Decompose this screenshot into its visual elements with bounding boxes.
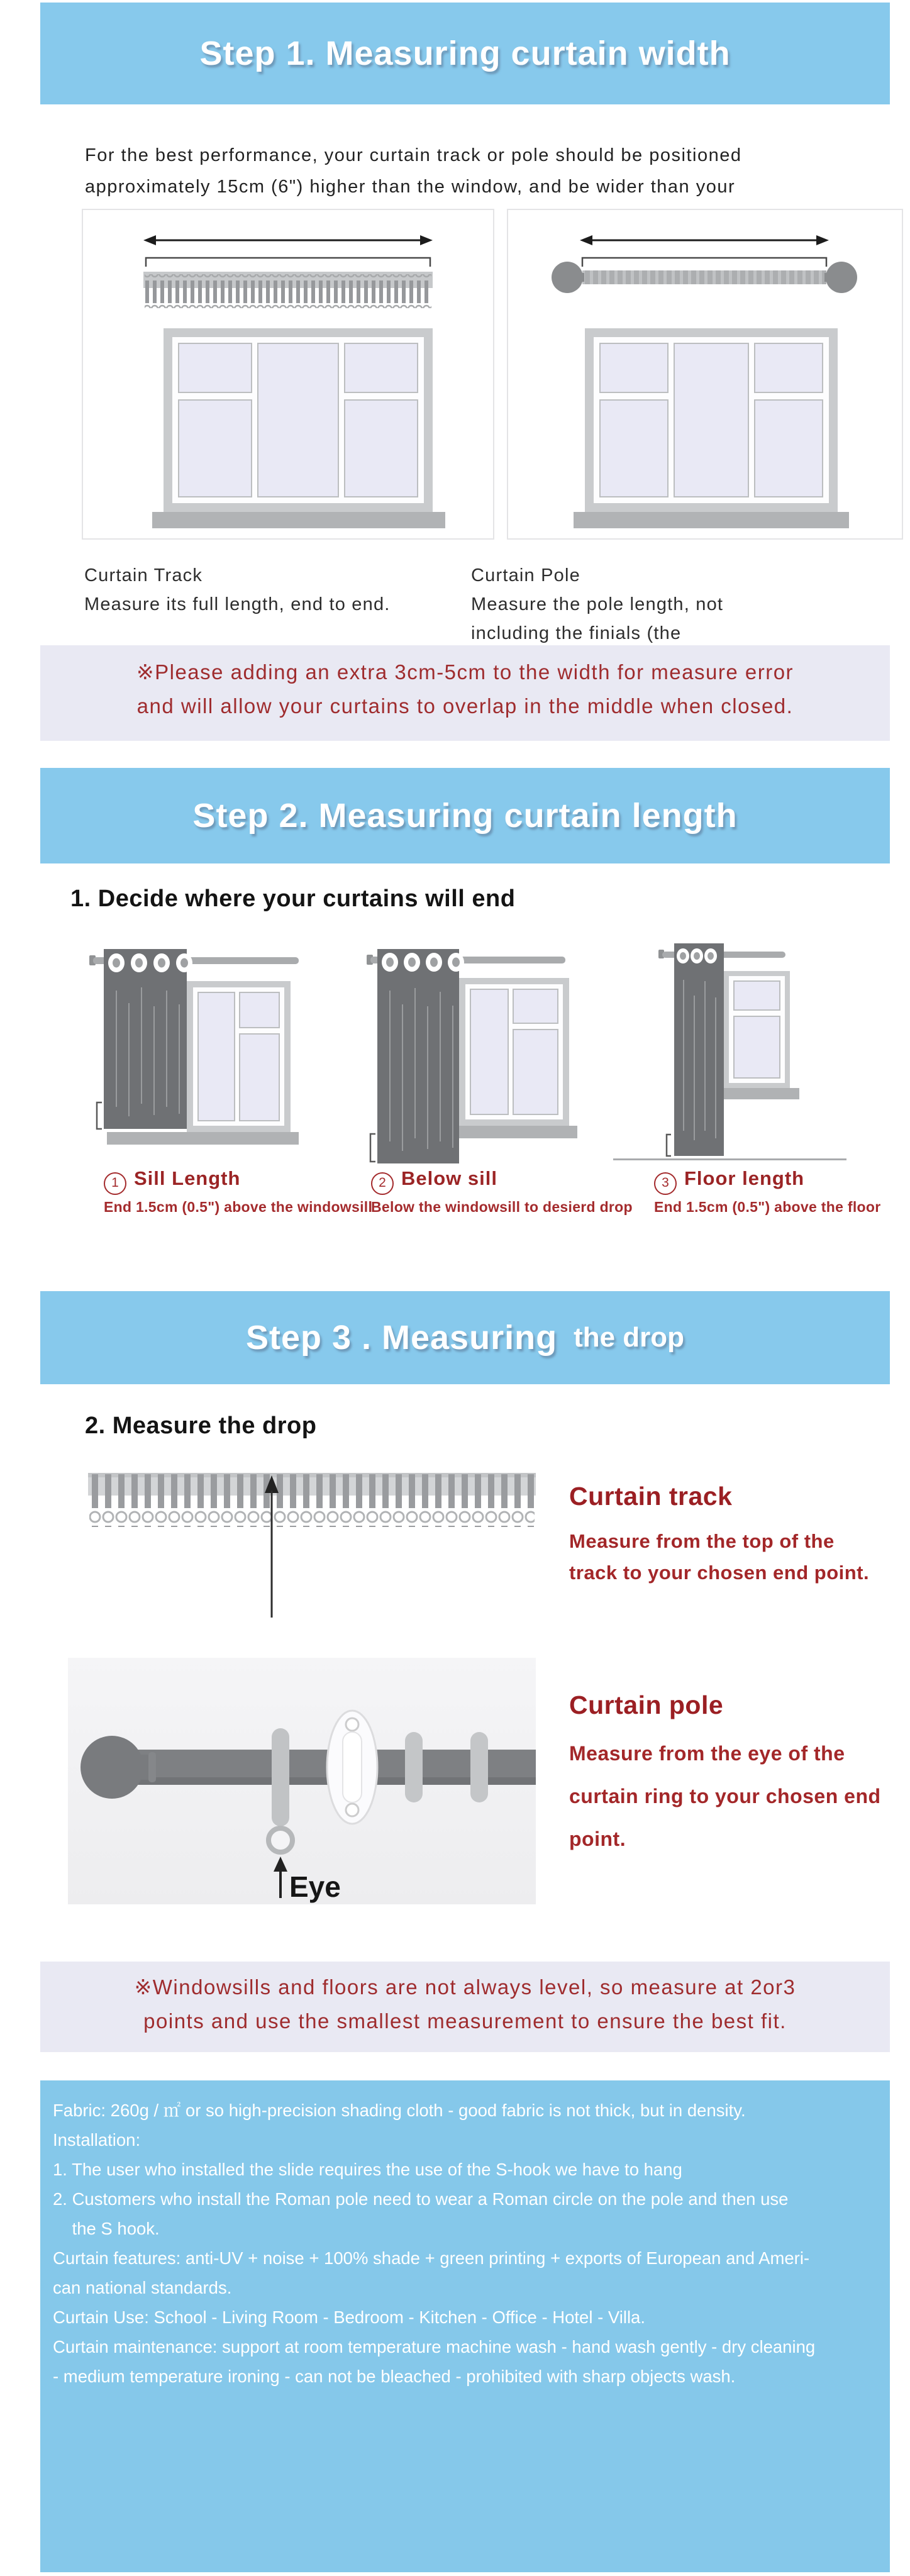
window — [187, 981, 291, 1132]
option-2-desc: Below the windowsill to desierd drop — [371, 1199, 633, 1215]
option-2-title: Below sill — [401, 1167, 497, 1189]
circled-number-2: 2 — [371, 1172, 394, 1195]
circled-number-1: 1 — [104, 1172, 126, 1195]
pole-caption — [471, 561, 723, 648]
track-caption-line: Measure its full length, end to end. — [84, 594, 391, 614]
info-features: Curtain features: anti-UV + noise + 100% shade + green printing + exports of European and Ameri- — [53, 2248, 810, 2268]
window — [164, 328, 433, 512]
floor-length-diagram — [613, 942, 849, 1172]
step3-subheading: 2. Measure the drop — [85, 1413, 317, 1439]
step1-intro-line2: approximately 15cm (6") higher than the window, and be wider than your — [85, 177, 736, 197]
pole-caption-title: Curtain Pole — [471, 565, 580, 586]
info-features2: can national standards. — [53, 2278, 232, 2297]
pole-caption-line1: Measure the pole length, not — [471, 594, 724, 614]
option-3-desc: End 1.5cm (0.5") above the floor — [654, 1199, 881, 1215]
floor-length-illustration — [613, 942, 849, 1169]
step1-header-band — [40, 3, 890, 104]
pole-drop-text — [569, 1732, 881, 1860]
width-note-line2: and will allow your curtains to overlap in the middle when closed. — [136, 694, 794, 718]
pole-drop-title: Curtain pole — [569, 1690, 724, 1719]
step2-header-band — [40, 768, 890, 863]
track-bar-with-gliders — [143, 272, 433, 308]
info-maintenance2: - medium temperature ironing - can not be bleached - prohibited with sharp objects wash. — [53, 2367, 736, 2386]
info-fabric: Fabric: 260g / ㎡ or so high-precision shading cloth - good fabric is not thick, but in density. — [53, 2101, 746, 2120]
track-caption — [84, 561, 391, 619]
track-drop-line2: track to your chosen end point. — [569, 1562, 870, 1584]
option-3-title: Floor length — [684, 1167, 805, 1189]
step1-header-title: Step 1. Measuring curtain width — [199, 35, 731, 72]
drop-note — [40, 1962, 890, 2052]
info-maintenance: Curtain maintenance: support at room temperature machine wash - hand wash gently - dry cleaning — [53, 2337, 816, 2357]
pole-caption-line2: including the finials (the — [471, 623, 682, 643]
curtain-panel — [104, 949, 192, 1129]
pole-with-finials — [552, 262, 857, 293]
window — [459, 978, 569, 1126]
info-use: Curtain Use: School - Living Room - Bedroom - Kitchen - Office - Hotel - Villa. — [53, 2307, 645, 2327]
step2-subheading: 1. Decide where your curtains will end — [70, 886, 516, 912]
option-3-label — [654, 1167, 804, 1195]
measure-bracket — [582, 258, 826, 267]
step1-intro — [85, 140, 741, 203]
below-sill-illustration — [367, 947, 577, 1167]
window-sill — [574, 512, 849, 528]
pole-drop-illustration — [68, 1658, 536, 1904]
product-info-panel — [40, 2080, 890, 2572]
floor-line — [613, 1158, 846, 1160]
sill-length-illustration — [88, 947, 302, 1163]
curtain-track-window-illustration — [83, 210, 491, 536]
step3-header-band — [40, 1291, 890, 1384]
eye-label: Eye — [289, 1870, 341, 1903]
option-1-label — [104, 1167, 240, 1195]
pole-with-finial — [80, 1736, 536, 1799]
step3-header-title: Step 3 . Measuring — [245, 1319, 558, 1357]
info-install-step1: 1. The user who installed the slide requires the use of the S-hook we have to hang — [53, 2160, 682, 2179]
track-drop-line1: Measure from the top of the — [569, 1530, 835, 1552]
sill-length-diagram — [88, 947, 302, 1167]
info-install-step2: 2. Customers who install the Roman pole need to wear a Roman circle on the pole and then use — [53, 2189, 789, 2209]
window — [724, 971, 790, 1088]
curtain-pole-window-illustration — [508, 210, 899, 536]
below-sill-diagram — [367, 947, 577, 1170]
step2-header-title: Step 2. Measuring curtain length — [192, 797, 738, 835]
measure-bracket — [146, 258, 430, 267]
option-1-title: Sill Length — [134, 1167, 241, 1189]
ring-with-eye — [269, 1728, 292, 1852]
grommets — [677, 948, 717, 963]
window-sill — [107, 1132, 299, 1145]
window-sill — [718, 1088, 799, 1099]
width-arrow — [580, 235, 829, 245]
window — [585, 328, 838, 512]
wall-bracket — [327, 1711, 377, 1824]
track-drop-text — [569, 1526, 869, 1589]
info-install-step2b: the S hook. — [53, 2219, 160, 2238]
eye-arrow — [274, 1857, 287, 1898]
track-drop-title: Curtain track — [569, 1482, 733, 1511]
curtain-track-figure — [82, 209, 494, 540]
track-caption-title: Curtain Track — [84, 565, 203, 586]
measure-tick — [667, 1135, 671, 1156]
track-bar-with-gliders — [88, 1473, 536, 1527]
pole-drop-line1: Measure from the eye of the — [569, 1742, 845, 1765]
option-1-desc: End 1.5cm (0.5") above the windowsill — [104, 1199, 373, 1215]
info-installation: Installation: — [53, 2130, 141, 2150]
option-2-label — [371, 1167, 497, 1195]
drop-note-line1: ※Windowsills and floors are not always level, so measure at 2or3 — [134, 1975, 796, 1999]
step1-intro-line1: For the best performance, your curtain track or pole should be positioned — [85, 145, 742, 165]
width-note — [40, 645, 890, 741]
curtain-panel — [674, 943, 724, 1156]
curtain-pole-figure — [507, 209, 903, 540]
measure-tick — [97, 1102, 102, 1129]
width-note-line1: ※Please adding an extra 3cm-5cm to the width for measure error — [136, 660, 794, 684]
track-drop-figure — [88, 1473, 536, 1622]
track-drop-illustration — [88, 1473, 536, 1619]
circled-number-3: 3 — [654, 1172, 677, 1195]
pole-drop-line3: point. — [569, 1828, 626, 1850]
pole-drop-line2: curtain ring to your chosen end — [569, 1785, 881, 1807]
drop-note-line2: points and use the smallest measurement to ensure the best fit. — [143, 2009, 787, 2033]
step3-header-subtitle: the drop — [574, 1322, 685, 1353]
measure-tick — [370, 1134, 375, 1162]
pole-drop-figure — [68, 1658, 536, 1904]
width-arrow — [143, 235, 433, 245]
window-sill — [152, 512, 445, 528]
curtain-panel — [377, 949, 464, 1163]
